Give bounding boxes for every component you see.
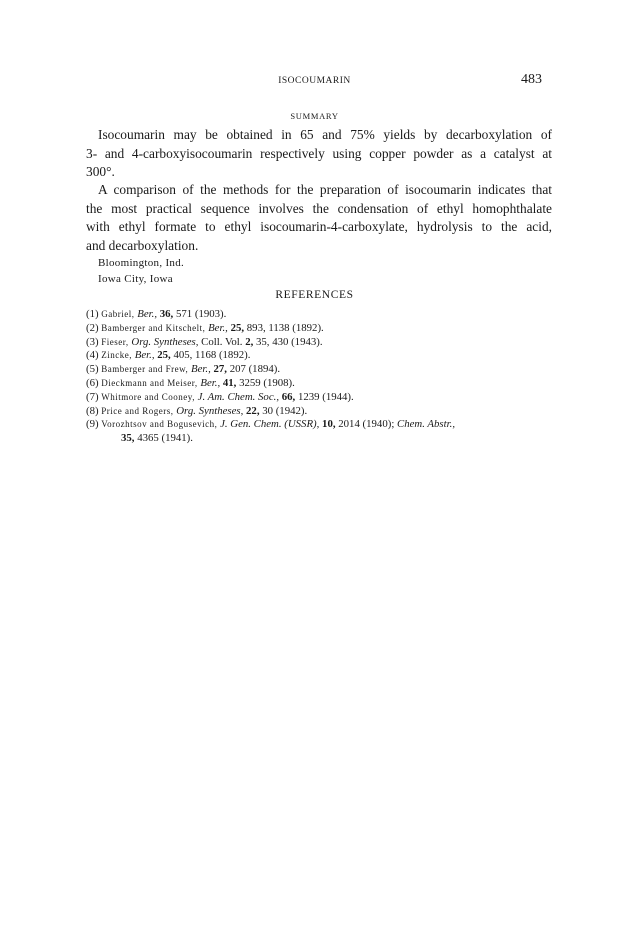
ref-number: (7) xyxy=(86,390,99,403)
ref-journal: Ber., xyxy=(134,349,155,362)
summary-heading: SUMMARY xyxy=(290,111,339,121)
summary-p2-line-3: with ethyl formate to ethyl isocoumarin-4-carboxylate, hydrolysis to the acid, xyxy=(86,219,552,234)
ref-volume: 36, xyxy=(159,308,174,320)
ref-pages-year: 207 (1894). xyxy=(229,363,281,376)
ref-authors: Gabriel, xyxy=(101,309,135,319)
ref-volume: 22, xyxy=(246,404,260,417)
reference-item xyxy=(86,391,556,405)
summary-p1-line-2: 3- and 4-carboxyisocoumarin respectively using copper powder as a catalyst at xyxy=(86,145,552,161)
ref-volume: 2, xyxy=(245,335,254,348)
ref-pages-year: 4365 (1941). xyxy=(137,432,193,445)
ref-authors: Bamberger and Frew, xyxy=(101,364,189,375)
ref-volume: 41, xyxy=(222,376,237,389)
ref-number: (2) xyxy=(86,321,99,334)
summary-p2-line-1: A comparison of the methods for the preparation of isocoumarin indicates that xyxy=(98,182,552,197)
ref-pages-year: 1239 (1944). xyxy=(297,390,354,403)
ref-pages-year: 2014 (1940); xyxy=(338,418,395,431)
ref-volume: 25, xyxy=(230,321,245,334)
reference-item xyxy=(86,405,556,419)
summary-p2-line-2: the most practical sequence involves the condensation of ethyl homophthalate xyxy=(86,200,552,216)
ref-authors: Price and Rogers, xyxy=(101,405,174,416)
ref-number: (1) xyxy=(86,308,99,320)
affiliation-line-2 xyxy=(98,273,173,285)
references-heading: REFERENCES xyxy=(275,289,354,301)
ref-pages-year: 571 (1903). xyxy=(175,308,227,320)
summary-p1-line-1: Isocoumarin may be obtained in 65 and 75% yields by decarboxylation of xyxy=(98,127,552,142)
ref-number: (4) xyxy=(86,349,99,362)
ref-volume: 27, xyxy=(213,363,227,376)
ref-authors: Dieckmann and Meiser, xyxy=(101,377,198,388)
reference-item xyxy=(86,349,556,363)
ref-pages-year: 30 (1942). xyxy=(262,404,308,417)
ref-number: (8) xyxy=(86,404,99,417)
affiliation-city-1: Bloomington, Ind. xyxy=(98,257,185,269)
reference-item xyxy=(86,322,556,336)
page-number: 483 xyxy=(521,72,542,87)
ref-authors: Vorozhtsov and Bogusevich, xyxy=(101,419,218,430)
ref-journal: Org. Syntheses, xyxy=(131,335,199,348)
ref-journal-secondary: Chem. Abstr., xyxy=(397,418,456,431)
ref-pages-year: 893, 1138 (1892). xyxy=(246,321,324,334)
ref-authors: Zincke, xyxy=(101,350,133,361)
summary-p2-line-4: and decarboxylation. xyxy=(86,237,199,253)
reference-item xyxy=(86,308,556,322)
ref-pages-year: 405, 1168 (1892). xyxy=(173,349,251,362)
reference-item xyxy=(86,336,556,350)
ref-number: (9) xyxy=(86,418,99,431)
ref-pages-year: 35, 430 (1943). xyxy=(256,335,323,348)
ref-journal: Ber., xyxy=(200,376,221,389)
reference-item xyxy=(86,363,556,377)
running-title: ISOCOUMARIN xyxy=(278,76,351,86)
summary-paragraph-1 xyxy=(86,126,552,182)
ref-volume: 35, xyxy=(121,432,135,445)
ref-journal: Ber., xyxy=(190,363,211,376)
affiliation-city-2: Iowa City, Iowa xyxy=(98,273,173,285)
ref-authors: Bamberger and Kitschelt, xyxy=(101,322,206,333)
ref-journal: Ber., xyxy=(137,308,158,320)
ref-volume: 10, xyxy=(322,418,336,431)
ref-number: (5) xyxy=(86,363,99,376)
ref-journal: Ber., xyxy=(208,321,228,334)
ref-authors: Whitmore and Cooney, xyxy=(101,391,195,402)
reference-item-continuation xyxy=(86,432,556,446)
summary-p1-line-3: 300°. xyxy=(86,164,115,179)
ref-number: (6) xyxy=(86,376,99,389)
ref-authors: Fieser, xyxy=(101,336,129,347)
references-list xyxy=(86,308,556,446)
ref-pages-year: 3259 (1908). xyxy=(239,376,295,389)
ref-journal: J. Gen. Chem. xyxy=(220,418,282,431)
affiliation-line-1 xyxy=(98,257,184,269)
summary-paragraph-2 xyxy=(86,181,552,255)
ref-journal: J. Am. Chem. Soc., xyxy=(197,390,280,403)
ref-volume: 66, xyxy=(281,390,296,403)
reference-item xyxy=(86,377,556,391)
ref-collection: Coll. Vol. xyxy=(201,335,243,348)
ref-number: (3) xyxy=(86,335,99,348)
ref-journal-region: (USSR), xyxy=(284,418,320,431)
ref-journal: Org. Syntheses, xyxy=(176,404,244,417)
ref-volume: 25, xyxy=(157,349,171,362)
reference-item xyxy=(86,418,556,432)
